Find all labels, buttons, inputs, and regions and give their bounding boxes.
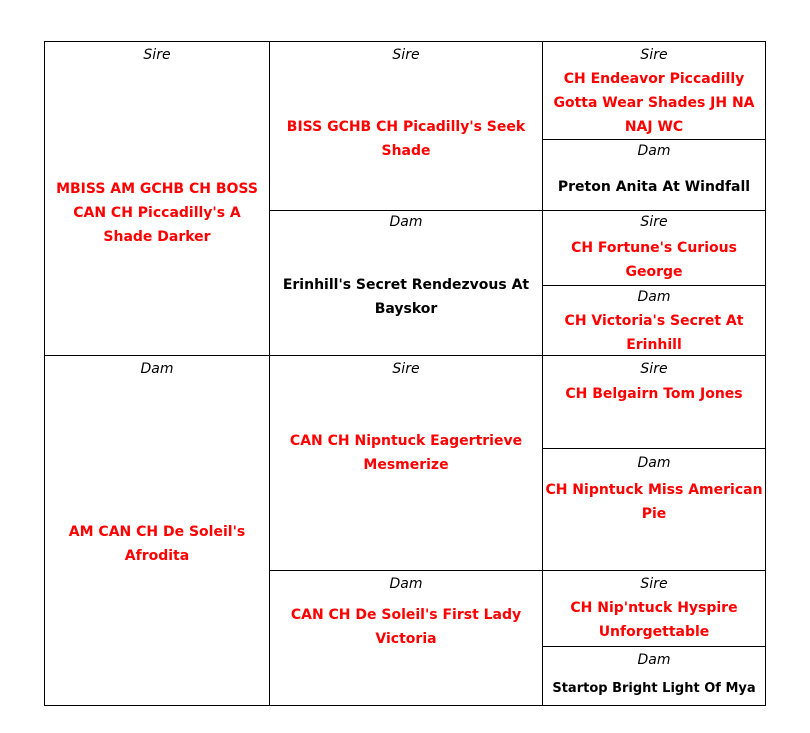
cell-dam-sire-dam [543, 449, 765, 570]
role-label: Sire [640, 576, 668, 592]
role-label: Dam [389, 214, 423, 230]
cell-sire-sire-dam [543, 140, 765, 210]
role-label: Dam [637, 289, 671, 305]
cell-sire-dam-dam [543, 286, 765, 355]
cell-sire [45, 42, 269, 355]
role-label: Sire [640, 361, 668, 377]
role-label: Dam [637, 652, 671, 668]
cell-dam [45, 356, 269, 705]
border-right [765, 41, 766, 706]
role-label: Dam [637, 455, 671, 471]
cell-sire-sire [270, 42, 542, 210]
cell-sire-dam [270, 211, 542, 355]
sire-name: MBISS AM GCHB CH BOSS CAN CH Piccadilly's A Shade Darker [56, 181, 258, 245]
role-label: Sire [640, 47, 668, 63]
sire-sire-dam-name: Preton Anita At Windfall [557, 179, 751, 195]
sire-dam-name: Erinhill's Secret Rendezvous At Bayskor [282, 277, 530, 317]
dam-sire-dam-name: CH Nipntuck Miss American Pie [545, 482, 763, 522]
cell-dam-sire [270, 356, 542, 570]
dam-dam-dam-name: Startop Bright Light Of Mya [552, 681, 756, 696]
dam-sire-sire-name: CH Belgairn Tom Jones [565, 386, 743, 402]
role-label: Dam [140, 361, 174, 377]
border-bottom [44, 705, 766, 706]
dam-dam-sire-name: CH Nip'ntuck Hyspire Unforgettable [570, 600, 738, 640]
role-label: Sire [143, 47, 171, 63]
dam-sire-name: CAN CH Nipntuck Eagertrieve Mesmerize [289, 433, 523, 473]
dam-dam-name: CAN CH De Soleil's First Lady Victoria [290, 607, 522, 647]
sire-sire-name: BISS GCHB CH Picadilly's Seek Shade [286, 119, 526, 159]
sire-sire-sire-name: CH Endeavor Piccadilly Gotta Wear Shades JH NA NAJ WC [553, 71, 755, 135]
cell-dam-dam-sire [543, 571, 765, 646]
cell-sire-sire-sire [543, 42, 765, 139]
cell-dam-sire-sire [543, 356, 765, 448]
role-label: Sire [640, 214, 668, 230]
cell-dam-dam [270, 571, 542, 705]
cell-dam-dam-dam [543, 647, 765, 705]
role-label: Sire [392, 47, 420, 63]
role-label: Dam [389, 576, 423, 592]
role-label: Dam [637, 143, 671, 159]
cell-sire-dam-sire [543, 211, 765, 285]
sire-dam-sire-name: CH Fortune's Curious George [571, 240, 737, 280]
dam-name: AM CAN CH De Soleil's Afrodita [68, 524, 246, 564]
sire-dam-dam-name: CH Victoria's Secret At Erinhill [564, 313, 744, 353]
role-label: Sire [392, 361, 420, 377]
